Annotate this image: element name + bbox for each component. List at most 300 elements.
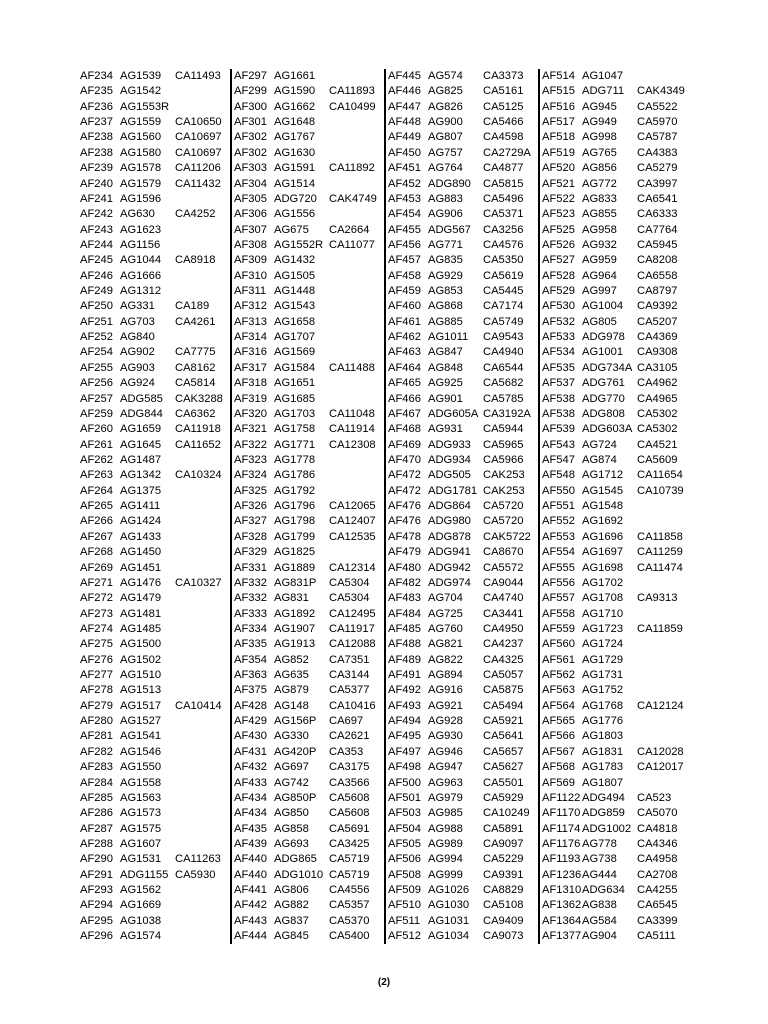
table-row	[80, 438, 230, 453]
af-code-cell: AF528	[542, 269, 575, 282]
ca-code-cell: CA11206	[175, 162, 221, 175]
table-row	[388, 269, 538, 284]
ag-code-cell: AG1807	[582, 776, 624, 789]
ag-code-cell: AG1541	[120, 730, 162, 743]
ca-code-cell: CA10324	[175, 469, 222, 482]
ca-code-cell	[329, 207, 382, 222]
table-row	[80, 115, 230, 130]
ag-code-cell: AG1724	[582, 638, 624, 651]
table-row	[234, 499, 384, 514]
ag-code-cell: AG765	[582, 146, 617, 159]
table-row	[542, 238, 692, 253]
af-code-cell: AF564	[542, 699, 575, 712]
table-row	[234, 622, 384, 637]
ca-code-cell	[175, 530, 228, 545]
ca-code-cell: CAK3288	[175, 392, 223, 405]
af-code-cell: AF313	[234, 315, 267, 328]
af-code-cell: AF1176	[542, 837, 581, 850]
ca-code-cell: CA5815	[483, 177, 524, 190]
ca-code-cell: CA353	[329, 745, 364, 758]
af-code-cell: AF273	[80, 607, 113, 620]
ca-code-cell: CA4598	[483, 131, 524, 144]
table-row	[234, 929, 384, 944]
af-code-cell: AF429	[234, 715, 267, 728]
ag-code-cell: AG831P	[274, 576, 317, 589]
ag-code-cell: AG1500	[120, 638, 162, 651]
ca-code-cell: CA5466	[483, 116, 524, 129]
table-row	[80, 852, 230, 867]
ag-code-cell: AG420P	[274, 745, 317, 758]
ag-code-cell: ADG942	[428, 561, 471, 574]
ca-code-cell	[175, 223, 228, 238]
ag-code-cell: AG868	[428, 300, 463, 313]
table-row	[388, 238, 538, 253]
table-row	[542, 438, 692, 453]
ca-code-cell: CA3175	[329, 761, 370, 774]
ca-code-cell: CA5125	[483, 100, 524, 113]
ag-code-cell: AG1767	[274, 131, 316, 144]
ag-code-cell: AG1731	[582, 669, 624, 682]
table-row	[234, 576, 384, 591]
ag-code-cell: AG738	[582, 853, 617, 866]
ag-code-cell: AG998	[582, 131, 617, 144]
af-code-cell: AF243	[80, 223, 113, 236]
ag-code-cell: AG840	[120, 331, 155, 344]
af-code-cell: AF280	[80, 715, 113, 728]
table-row	[234, 530, 384, 545]
af-code-cell: AF443	[234, 914, 267, 927]
ca-code-cell: CA2708	[637, 868, 678, 881]
ag-code-cell: AG1697	[582, 546, 624, 559]
ag-code-cell: ADG720	[274, 192, 317, 205]
table-row	[388, 345, 538, 360]
ag-code-cell: AG959	[582, 254, 617, 267]
ag-code-cell: AG924	[120, 377, 155, 390]
table-row	[80, 914, 230, 929]
af-code-cell: AF551	[542, 500, 575, 513]
table-row	[80, 223, 230, 238]
ag-code-cell: AG1661	[274, 70, 316, 82]
ag-code-cell: AG1539	[120, 70, 162, 82]
ca-code-cell: CA5641	[483, 730, 524, 743]
table-row	[234, 806, 384, 821]
ag-code-cell: AG1513	[120, 684, 162, 697]
af-code-cell: AF240	[80, 177, 113, 190]
af-code-cell: AF492	[388, 684, 421, 697]
ca-code-cell: CA4521	[637, 438, 678, 451]
af-code-cell: AF238	[80, 146, 113, 159]
table-row	[80, 499, 230, 514]
ca-code-cell: CA5691	[329, 822, 370, 835]
af-code-cell: AF250	[80, 300, 113, 313]
table-row	[542, 484, 692, 499]
table-row	[234, 837, 384, 852]
table-row	[388, 422, 538, 437]
ca-code-cell	[637, 776, 690, 791]
ca-code-cell: CAK253	[483, 484, 525, 497]
af-code-cell: AF331	[234, 561, 267, 574]
table-row	[388, 192, 538, 207]
ca-code-cell: CA11914	[329, 423, 375, 436]
ag-code-cell: AG778	[582, 837, 617, 850]
ag-code-cell: AG855	[582, 208, 617, 221]
table-row	[388, 914, 538, 929]
table-row	[388, 699, 538, 714]
ag-code-cell: AG1505	[274, 269, 316, 282]
table-row	[80, 699, 230, 714]
ag-code-cell: ADG634	[582, 884, 625, 897]
ag-code-cell: AG1031	[428, 914, 470, 927]
af-code-cell: AF452	[388, 177, 421, 190]
af-code-cell: AF472	[388, 484, 421, 497]
ag-code-cell: AG1792	[274, 484, 316, 497]
table-row	[80, 822, 230, 837]
table-row	[234, 714, 384, 729]
ca-code-cell: CA5111	[637, 930, 676, 943]
af-code-cell: AF569	[542, 776, 575, 789]
af-code-cell: AF451	[388, 162, 421, 175]
af-code-cell: AF535	[542, 361, 575, 374]
af-code-cell: AF506	[388, 853, 421, 866]
ag-code-cell: ADG864	[428, 500, 471, 513]
ca-code-cell: CA4261	[175, 315, 216, 328]
ca-code-cell	[329, 130, 382, 145]
ag-code-cell: ADG1155	[120, 868, 169, 881]
table-row	[388, 161, 538, 176]
ag-code-cell: AG1591	[274, 162, 316, 175]
table-row	[234, 284, 384, 299]
table-row	[234, 898, 384, 913]
ca-code-cell: CA2729A	[483, 146, 531, 159]
ag-code-cell: AG1556	[274, 208, 316, 221]
ag-code-cell: AG584	[582, 914, 617, 927]
table-row	[542, 299, 692, 314]
af-code-cell: AF455	[388, 223, 421, 236]
af-code-cell: AF265	[80, 500, 113, 513]
table-row	[542, 330, 692, 345]
table-row	[80, 269, 230, 284]
ca-code-cell: CA3256	[483, 223, 524, 236]
table-row	[542, 468, 692, 483]
ag-code-cell: AG1662	[274, 100, 316, 113]
ca-code-cell: CA11259	[637, 546, 683, 559]
af-code-cell: AF311	[234, 285, 267, 298]
ca-code-cell: CA5719	[329, 853, 370, 866]
table-row	[388, 822, 538, 837]
ag-code-cell: AG1666	[120, 269, 162, 282]
ca-code-cell: CA7351	[329, 653, 370, 666]
table-row	[388, 69, 538, 84]
af-code-cell: AF566	[542, 730, 575, 743]
ag-code-cell: AG1669	[120, 899, 162, 912]
ca-code-cell: CA12017	[637, 761, 684, 774]
ag-code-cell: AG821	[428, 638, 463, 651]
ag-code-cell: AG958	[582, 223, 617, 236]
table-row	[80, 806, 230, 821]
ca-code-cell: CA5930	[175, 868, 216, 881]
ca-code-cell: CA11652	[175, 438, 221, 451]
ca-code-cell: CA11858	[637, 530, 683, 543]
ca-code-cell: CA5350	[483, 254, 524, 267]
af-code-cell: AF278	[80, 684, 113, 697]
ag-code-cell: AG1771	[274, 438, 316, 451]
ca-code-cell: CA5609	[637, 453, 678, 466]
af-code-cell: AF450	[388, 146, 421, 159]
ag-code-cell: AG1710	[582, 607, 624, 620]
ca-code-cell	[329, 545, 382, 560]
table-row	[542, 868, 692, 883]
ca-code-cell	[175, 637, 228, 652]
ca-code-cell: CA4255	[637, 884, 678, 897]
af-code-cell: AF458	[388, 269, 421, 282]
ca-code-cell	[175, 100, 228, 115]
af-code-cell: AF290	[80, 853, 113, 866]
table-row	[542, 545, 692, 560]
ag-code-cell: AG1038	[120, 914, 162, 927]
ca-code-cell	[637, 607, 690, 622]
table-row	[388, 253, 538, 268]
ag-code-cell: AG847	[428, 346, 463, 359]
ag-code-cell: AG921	[428, 699, 463, 712]
af-code-cell: AF293	[80, 884, 113, 897]
af-code-cell: AF263	[80, 469, 113, 482]
ca-code-cell: CA3425	[329, 837, 370, 850]
af-code-cell: AF249	[80, 285, 113, 298]
af-code-cell: AF465	[388, 377, 421, 390]
table-row	[542, 561, 692, 576]
ag-code-cell: AG1481	[120, 607, 162, 620]
ca-code-cell: CA5749	[483, 315, 524, 328]
af-code-cell: AF279	[80, 699, 113, 712]
ca-code-cell: CA5875	[483, 684, 524, 697]
af-code-cell: AF447	[388, 100, 421, 113]
ca-code-cell: CA11859	[637, 622, 683, 635]
ag-code-cell: AG902	[120, 346, 155, 359]
ca-code-cell	[175, 883, 228, 898]
table-row	[542, 453, 692, 468]
ag-code-cell: AG894	[428, 669, 463, 682]
ca-code-cell: CA10414	[175, 699, 222, 712]
af-code-cell: AF543	[542, 438, 575, 451]
ca-code-cell: CA4965	[637, 392, 678, 405]
af-code-cell: AF305	[234, 192, 267, 205]
ca-code-cell: CA5966	[483, 453, 524, 466]
ca-code-cell: CA5501	[483, 776, 524, 789]
af-code-cell: AF500	[388, 776, 421, 789]
ca-code-cell: CA5302	[637, 423, 678, 436]
ag-code-cell: AG1562	[120, 884, 162, 897]
af-code-cell: AF354	[234, 653, 267, 666]
ca-code-cell: CA4877	[483, 162, 524, 175]
table-row	[542, 929, 692, 944]
ca-code-cell	[329, 453, 382, 468]
ca-code-cell: CA5370	[329, 914, 370, 927]
table-row	[388, 745, 538, 760]
ag-code-cell: AG1575	[120, 822, 162, 835]
af-code-cell: AF244	[80, 238, 113, 251]
table-row	[80, 422, 230, 437]
af-code-cell: AF234	[80, 70, 113, 82]
table-row	[542, 699, 692, 714]
table-row	[542, 530, 692, 545]
af-code-cell: AF525	[542, 223, 575, 236]
table-row	[388, 898, 538, 913]
table-row	[388, 100, 538, 115]
ca-code-cell	[329, 345, 382, 360]
ca-code-cell	[175, 668, 228, 683]
ca-code-cell: CA5207	[637, 315, 678, 328]
ag-code-cell: AG1584	[274, 361, 316, 374]
af-code-cell: AF262	[80, 453, 113, 466]
ca-code-cell: CA3997	[637, 177, 678, 190]
table-row	[388, 729, 538, 744]
af-code-cell: AF295	[80, 914, 113, 927]
ca-code-cell	[329, 69, 382, 84]
af-code-cell: AF316	[234, 346, 267, 359]
ag-code-cell: AG1658	[274, 315, 316, 328]
table-row	[542, 745, 692, 760]
af-code-cell: AF319	[234, 392, 267, 405]
table-row	[80, 284, 230, 299]
af-code-cell: AF239	[80, 162, 113, 175]
af-code-cell: AF291	[80, 868, 113, 881]
af-code-cell: AF562	[542, 669, 575, 682]
ag-code-cell: AG932	[582, 238, 617, 251]
ca-code-cell	[637, 683, 690, 698]
af-code-cell: AF375	[234, 684, 267, 697]
ag-code-cell: AG1776	[582, 715, 624, 728]
ca-code-cell	[175, 561, 228, 576]
ca-code-cell: CA9073	[483, 930, 524, 943]
table-row	[80, 668, 230, 683]
ag-code-cell: AG444	[582, 868, 617, 881]
af-code-cell: AF476	[388, 500, 421, 513]
ca-code-cell: CA11474	[637, 561, 683, 574]
af-code-cell: AF467	[388, 407, 421, 420]
ag-code-cell: AG1531	[120, 853, 162, 866]
ag-code-cell: AG822	[428, 653, 463, 666]
ca-code-cell: CA5357	[329, 899, 370, 912]
ca-code-cell: CA5719	[329, 868, 370, 881]
ag-code-cell: AG1548	[582, 500, 624, 513]
ag-code-cell: AG885	[428, 315, 463, 328]
table-row	[388, 622, 538, 637]
table-row	[542, 161, 692, 176]
table-row	[542, 898, 692, 913]
table-row	[542, 315, 692, 330]
ag-code-cell: AG929	[428, 269, 463, 282]
ag-code-cell: AG1696	[582, 530, 624, 543]
ag-code-cell: AG1786	[274, 469, 316, 482]
table-row	[234, 791, 384, 806]
ca-code-cell: CA5572	[483, 561, 524, 574]
ca-code-cell	[175, 591, 228, 606]
ca-code-cell: CA10650	[175, 116, 222, 129]
ca-code-cell	[329, 392, 382, 407]
table-row	[542, 284, 692, 299]
ca-code-cell: CA3105	[637, 361, 678, 374]
table-row	[388, 299, 538, 314]
af-code-cell: AF494	[388, 715, 421, 728]
ag-code-cell: ADG859	[582, 807, 625, 820]
af-code-cell: AF271	[80, 576, 113, 589]
af-code-cell: AF277	[80, 669, 113, 682]
table-row	[80, 207, 230, 222]
af-code-cell: AF332	[234, 592, 267, 605]
table-row	[542, 207, 692, 222]
table-row	[388, 576, 538, 591]
af-code-cell: AF432	[234, 761, 267, 774]
ca-code-cell: CA12535	[329, 530, 376, 543]
ag-code-cell: AG1831	[582, 745, 624, 758]
ag-code-cell: AG1659	[120, 423, 162, 436]
ag-code-cell: AG1630	[274, 146, 316, 159]
ag-code-cell: AG1375	[120, 484, 162, 497]
ag-code-cell: AG904	[582, 930, 617, 943]
af-code-cell: AF444	[234, 930, 267, 943]
af-code-cell: AF510	[388, 899, 421, 912]
ag-code-cell: AG1510	[120, 669, 162, 682]
af-code-cell: AF470	[388, 453, 421, 466]
af-code-cell: AF255	[80, 361, 113, 374]
ca-code-cell: CA5371	[483, 208, 524, 221]
ag-code-cell: AG630	[120, 208, 155, 221]
af-code-cell: AF1310	[542, 884, 582, 897]
ag-code-cell: AG1712	[582, 469, 624, 482]
table-row	[542, 883, 692, 898]
table-row	[234, 422, 384, 437]
ag-code-cell: AG1913	[274, 638, 316, 651]
ag-code-cell: AG826	[428, 100, 463, 113]
ag-code-cell: AG675	[274, 223, 309, 236]
table-row	[234, 760, 384, 775]
table-row	[542, 376, 692, 391]
ag-code-cell: AG831	[274, 592, 309, 605]
af-code-cell: AF433	[234, 776, 267, 789]
table-row	[388, 637, 538, 652]
af-code-cell: AF449	[388, 131, 421, 144]
af-code-cell: AF568	[542, 761, 575, 774]
table-row	[234, 130, 384, 145]
af-code-cell: AF1362	[542, 899, 582, 912]
table-row	[80, 576, 230, 591]
af-code-cell: AF282	[80, 745, 113, 758]
ca-code-cell	[175, 514, 228, 529]
table-row	[388, 545, 538, 560]
table-row	[80, 130, 230, 145]
ag-code-cell: AG838	[582, 899, 617, 912]
ca-code-cell	[329, 146, 382, 161]
ca-code-cell: CA3373	[483, 70, 524, 82]
table-row	[234, 868, 384, 883]
af-code-cell: AF463	[388, 346, 421, 359]
ag-code-cell: AG845	[274, 930, 309, 943]
ag-code-cell: AG1590	[274, 85, 316, 98]
ag-code-cell: ADG734A	[582, 361, 633, 374]
af-code-cell: AF333	[234, 607, 267, 620]
ca-code-cell: CA5108	[483, 899, 524, 912]
ag-code-cell: AG1558	[120, 776, 162, 789]
af-code-cell: AF301	[234, 116, 267, 129]
ca-code-cell: CA12065	[329, 500, 376, 513]
ag-code-cell: AG997	[582, 285, 617, 298]
table-row	[80, 146, 230, 161]
table-row	[80, 299, 230, 314]
af-code-cell: AF459	[388, 285, 421, 298]
table-row	[234, 361, 384, 376]
table-row	[234, 683, 384, 698]
ag-code-cell: ADG711	[582, 85, 625, 98]
